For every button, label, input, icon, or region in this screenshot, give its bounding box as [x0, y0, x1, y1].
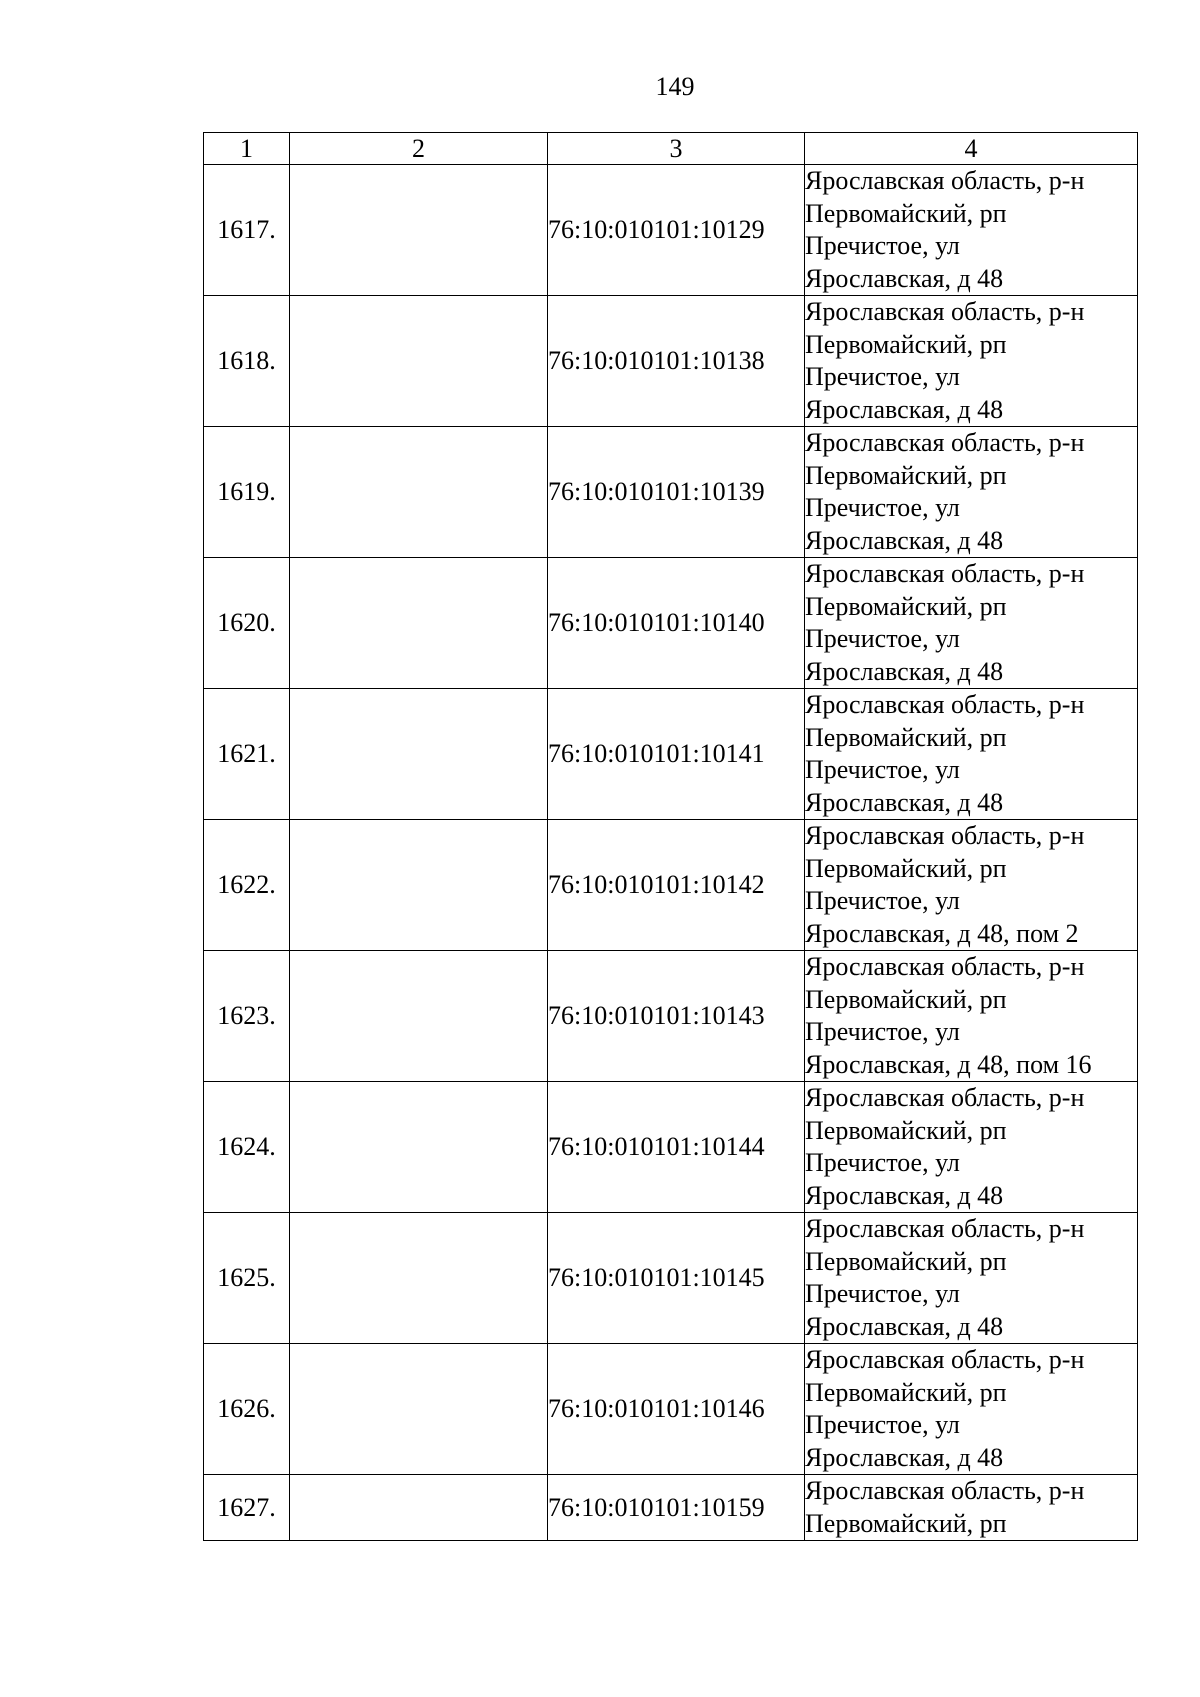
address-line: Ярославская область, р-н	[805, 1476, 1085, 1505]
row-number-cell: 1617.	[204, 165, 290, 296]
address-line: Ярославская, д 48, пом 2	[805, 918, 1079, 948]
column-2-cell	[290, 1213, 548, 1344]
table-row	[204, 427, 1138, 558]
address-cell	[805, 689, 1138, 820]
row-number-cell: 1626.	[204, 1344, 290, 1475]
address-line: Ярославская область, р-н	[805, 690, 1085, 719]
address-line: Ярославская, д 48	[805, 263, 1004, 293]
address-line: Первомайский, рп	[805, 853, 1007, 883]
table-row	[204, 165, 1138, 296]
cadastral-number-cell: 76:10:010101:10138	[548, 296, 805, 427]
table-row	[204, 1082, 1138, 1213]
cadastral-number-cell: 76:10:010101:10159	[548, 1475, 805, 1541]
column-header-3: 3	[548, 133, 805, 165]
address-line: Пречистое, ул	[805, 1410, 960, 1439]
table-row	[204, 1213, 1138, 1344]
address-line: Ярославская, д 48	[805, 1442, 1004, 1472]
column-2-cell	[290, 165, 548, 296]
address-line: Первомайский, рп	[805, 329, 1007, 359]
column-2-cell	[290, 1082, 548, 1213]
address-line: Первомайский, рп	[805, 1377, 1007, 1407]
column-header-1: 1	[204, 133, 290, 165]
address-cell	[805, 1082, 1138, 1213]
address-cell	[805, 296, 1138, 427]
address-line: Первомайский, рп	[805, 591, 1007, 621]
address-line: Ярославская, д 48, пом 16	[805, 1049, 1092, 1079]
address-line: Ярославская область, р-н	[805, 297, 1085, 326]
column-2-cell	[290, 1344, 548, 1475]
cadastral-number-cell: 76:10:010101:10140	[548, 558, 805, 689]
address-line: Первомайский, рп	[805, 1115, 1007, 1145]
row-number-cell: 1623.	[204, 951, 290, 1082]
cadastral-number-cell: 76:10:010101:10146	[548, 1344, 805, 1475]
row-number-cell: 1620.	[204, 558, 290, 689]
table-header-row	[204, 133, 1138, 165]
address-line: Первомайский, рп	[805, 1246, 1007, 1276]
column-2-cell	[290, 427, 548, 558]
registry-table	[203, 132, 1138, 1541]
address-line: Первомайский, рп	[805, 460, 1007, 490]
address-line: Ярославская область, р-н	[805, 428, 1085, 457]
column-2-cell	[290, 689, 548, 820]
table-body	[204, 165, 1138, 1541]
address-cell	[805, 1344, 1138, 1475]
table-row	[204, 689, 1138, 820]
row-number-cell: 1621.	[204, 689, 290, 820]
column-header-4: 4	[805, 133, 1138, 165]
address-line: Ярославская область, р-н	[805, 821, 1085, 850]
address-cell	[805, 1475, 1138, 1541]
address-line: Пречистое, ул	[805, 755, 960, 784]
column-2-cell	[290, 951, 548, 1082]
address-line: Ярославская, д 48	[805, 656, 1004, 686]
address-line: Первомайский, рп	[805, 984, 1007, 1014]
column-2-cell	[290, 296, 548, 427]
address-line: Пречистое, ул	[805, 231, 960, 260]
address-line: Ярославская область, р-н	[805, 166, 1085, 195]
address-line: Первомайский, рп	[805, 198, 1007, 228]
address-line: Пречистое, ул	[805, 1279, 960, 1308]
cadastral-number-cell: 76:10:010101:10145	[548, 1213, 805, 1344]
column-2-cell	[290, 558, 548, 689]
table-row	[204, 558, 1138, 689]
column-2-cell	[290, 1475, 548, 1541]
address-line: Ярославская область, р-н	[805, 1214, 1085, 1243]
address-line: Ярославская, д 48	[805, 525, 1004, 555]
address-line: Ярославская область, р-н	[805, 559, 1085, 588]
cadastral-number-cell: 76:10:010101:10142	[548, 820, 805, 951]
address-cell	[805, 558, 1138, 689]
address-line: Пречистое, ул	[805, 362, 960, 391]
row-number-cell: 1622.	[204, 820, 290, 951]
address-line: Пречистое, ул	[805, 493, 960, 522]
address-cell	[805, 1213, 1138, 1344]
cadastral-number-cell: 76:10:010101:10139	[548, 427, 805, 558]
address-line: Первомайский, рп	[805, 722, 1007, 752]
row-number-cell: 1624.	[204, 1082, 290, 1213]
table-row	[204, 296, 1138, 427]
page-number: 149	[655, 72, 695, 101]
address-line: Ярославская, д 48	[805, 1311, 1004, 1341]
table-row	[204, 820, 1138, 951]
row-number-cell: 1625.	[204, 1213, 290, 1344]
address-line: Ярославская, д 48	[805, 787, 1004, 817]
address-line: Пречистое, ул	[805, 886, 960, 915]
address-line: Пречистое, ул	[805, 624, 960, 653]
address-cell	[805, 427, 1138, 558]
address-line: Ярославская область, р-н	[805, 952, 1085, 981]
row-number-cell: 1619.	[204, 427, 290, 558]
address-line: Ярославская область, р-н	[805, 1083, 1085, 1112]
address-line: Ярославская, д 48	[805, 1180, 1004, 1210]
address-line: Пречистое, ул	[805, 1017, 960, 1046]
address-line: Первомайский, рп	[805, 1508, 1007, 1538]
address-cell	[805, 951, 1138, 1082]
table-row	[204, 1475, 1138, 1541]
column-2-cell	[290, 820, 548, 951]
cadastral-number-cell: 76:10:010101:10144	[548, 1082, 805, 1213]
table-row	[204, 1344, 1138, 1475]
address-cell	[805, 820, 1138, 951]
address-cell	[805, 165, 1138, 296]
column-header-2: 2	[290, 133, 548, 165]
address-line: Ярославская область, р-н	[805, 1345, 1085, 1374]
row-number-cell: 1627.	[204, 1475, 290, 1541]
row-number-cell: 1618.	[204, 296, 290, 427]
cadastral-number-cell: 76:10:010101:10141	[548, 689, 805, 820]
address-line: Пречистое, ул	[805, 1148, 960, 1177]
cadastral-number-cell: 76:10:010101:10143	[548, 951, 805, 1082]
address-line: Ярославская, д 48	[805, 394, 1004, 424]
cadastral-number-cell: 76:10:010101:10129	[548, 165, 805, 296]
table-row	[204, 951, 1138, 1082]
